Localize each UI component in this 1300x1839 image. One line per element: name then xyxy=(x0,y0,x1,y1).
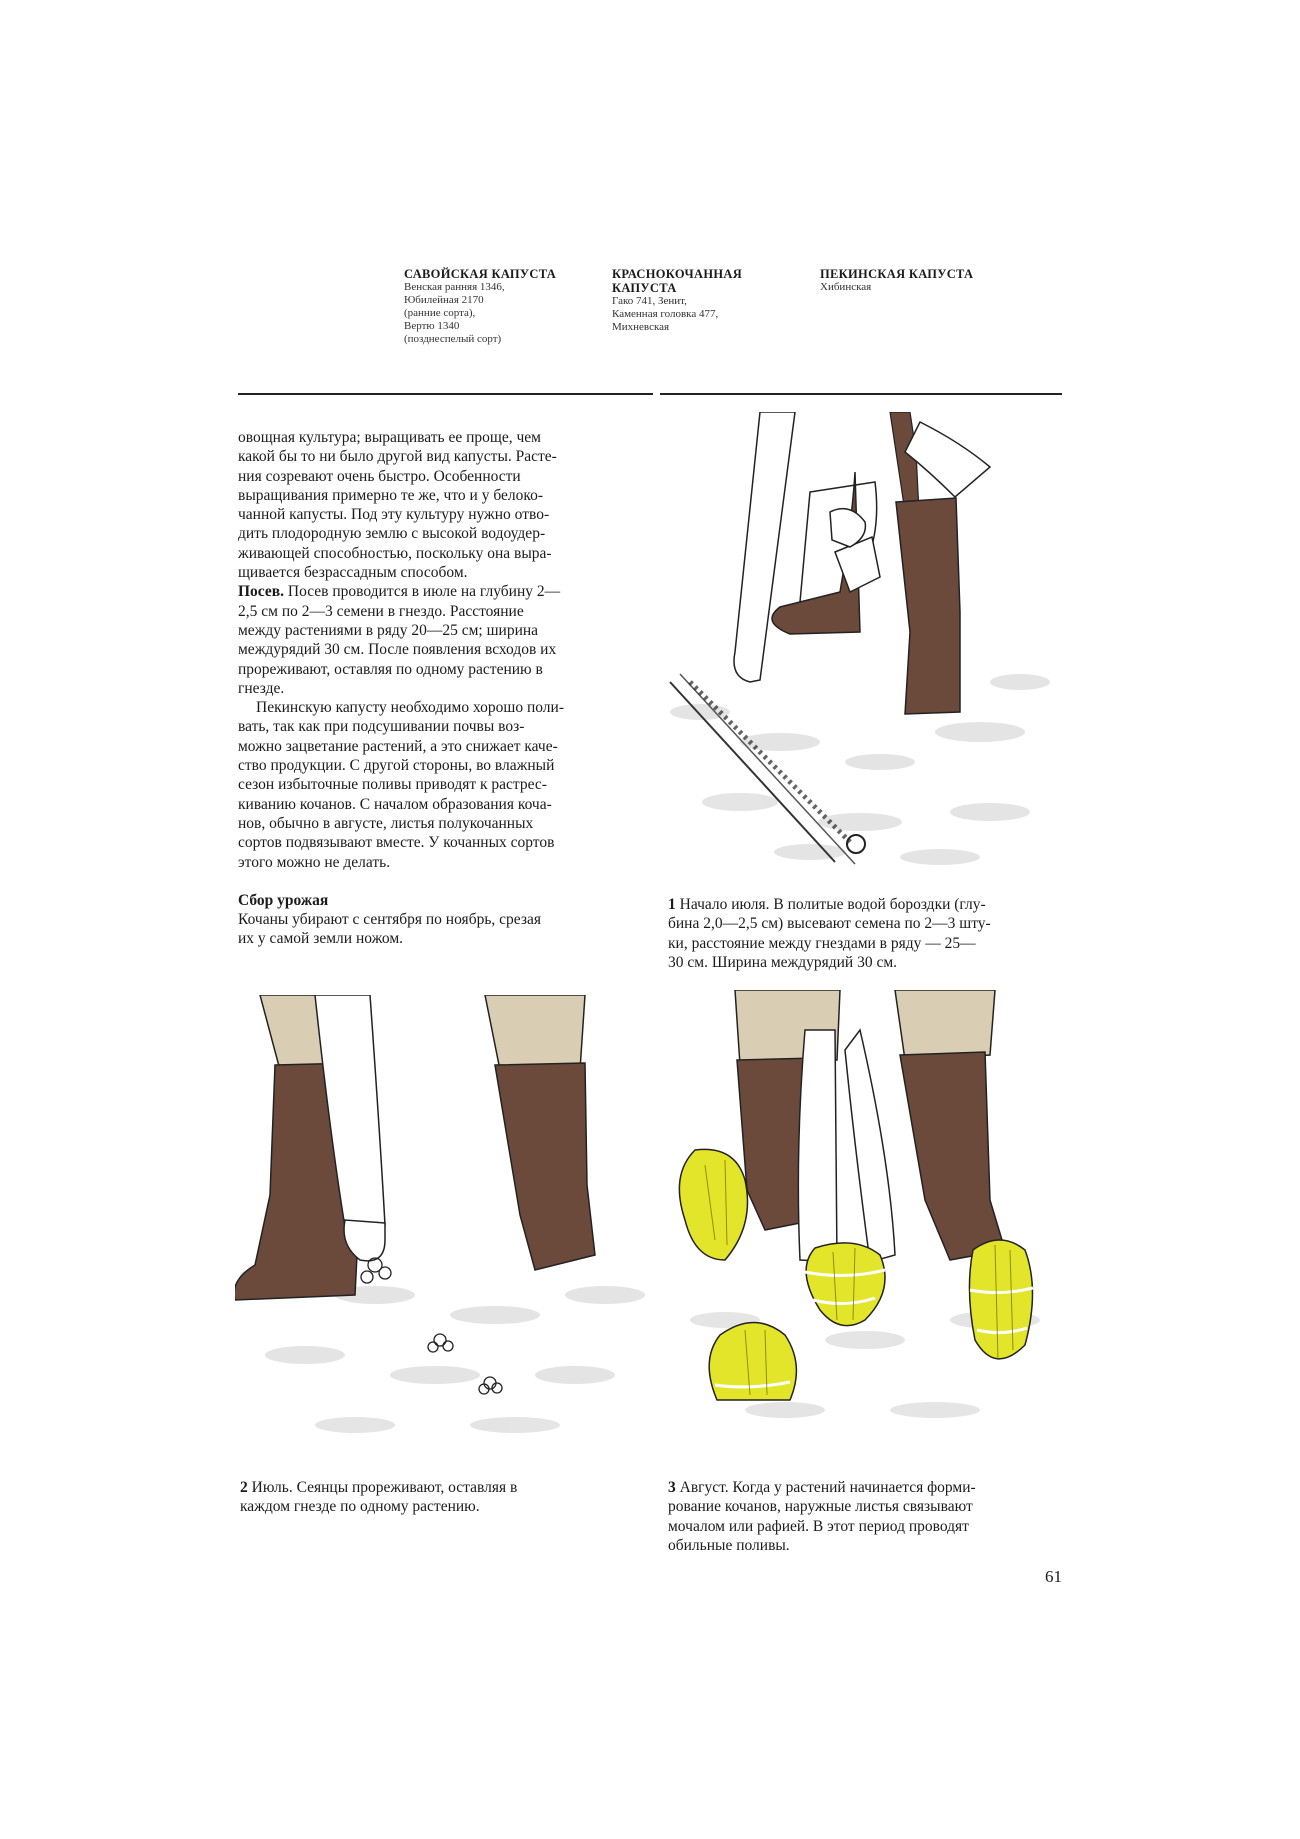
caption-number: 1 xyxy=(668,896,676,913)
illustration-tying xyxy=(665,990,1065,1455)
variety-line: Юбилейная 2170 xyxy=(404,294,484,306)
variety-red xyxy=(612,267,802,334)
caption-line: обильные поливы. xyxy=(668,1536,790,1554)
caption-line xyxy=(668,1478,1063,1497)
text-line: Кочаны убирают с сентября по ноябрь, срезая xyxy=(238,911,541,929)
illustration-thinning xyxy=(235,995,650,1455)
variety-peking xyxy=(820,267,1020,294)
caption-line xyxy=(240,1478,640,1497)
variety-line: Михневская xyxy=(612,321,670,333)
caption-text: Начало июля. В политые водой бороздки (глу- xyxy=(675,896,986,913)
text-line: киванию кочанов. С началом образования кочa- xyxy=(238,795,552,813)
text-line: Пекинскую капусту необходимо хорошо поли- xyxy=(256,699,564,717)
caption-line: ки, расстояние между гнездами в ряду — 25— xyxy=(668,934,976,952)
text-line: ство продукции. С другой стороны, во влажный xyxy=(238,757,555,775)
cabbage-head xyxy=(806,1243,885,1326)
caption-number: 2 xyxy=(240,1479,248,1496)
text-line: щивается безрассадным способом. xyxy=(238,564,468,582)
variety-savoy xyxy=(404,267,594,346)
page-number: 61 xyxy=(1045,1567,1062,1586)
text-line: гнезде. xyxy=(238,679,285,697)
variety-title: САВОЙСКАЯ КАПУСТА xyxy=(404,267,557,281)
text-line: дить плодородную землю с высокой водоудер- xyxy=(238,525,546,543)
cabbage-head xyxy=(969,1240,1032,1359)
sowing-paragraph xyxy=(238,582,628,601)
illustration-sowing xyxy=(660,412,1062,872)
variety-line: Гако 741, Зенит, xyxy=(612,295,687,307)
caption-3 xyxy=(668,1478,1063,1555)
caption-line: бина 2,0—2,5 см) высевают семена по 2—3 шту- xyxy=(668,915,991,933)
text-line: можно зацветание растений, а это снижает каче- xyxy=(238,737,558,755)
text-line: ния созревают очень быстро. Особенности xyxy=(238,467,521,485)
variety-line: Венская ранняя 1346, xyxy=(404,281,505,293)
header-rule-right xyxy=(660,393,1062,395)
text-line: овощная культура; выращивать ее проще, чем xyxy=(238,429,541,446)
text-line: чанной капусты. Под эту культуру нужно отво- xyxy=(238,506,550,524)
sowing-heading: Посев. xyxy=(238,583,285,601)
body-text xyxy=(238,428,628,949)
variety-line: Хибинская xyxy=(820,281,872,293)
variety-title: КАПУСТА xyxy=(612,281,677,295)
text-line: нов, обычно в августе, листья полукочанных xyxy=(238,814,534,832)
text-line: между растениями в ряду 20—25 см; ширина xyxy=(238,621,539,639)
caption-number: 3 xyxy=(668,1479,676,1496)
variety-title: ПЕКИНСКАЯ КАПУСТА xyxy=(820,267,974,281)
header-rule-left xyxy=(238,393,653,395)
caption-line: каждом гнезде по одному растению. xyxy=(240,1498,480,1516)
caption-text: Июль. Сеянцы прореживают, оставляя в xyxy=(247,1479,518,1496)
caption-line: 30 см. Ширина междурядий 30 см. xyxy=(668,953,898,971)
text-line: сезон избыточные поливы приводят к растрес- xyxy=(238,776,547,794)
text-line: живающей способностью, поскольку она выра- xyxy=(238,544,552,562)
text-line: выращивания примерно те же, что и у белоко- xyxy=(238,486,544,504)
caption-line: рование кочанов, наружные листья связывают xyxy=(668,1498,973,1516)
caption-2 xyxy=(240,1478,640,1517)
variety-line: (позднеспелый сорт) xyxy=(404,333,502,345)
variety-title: КРАСНОКОЧАННАЯ xyxy=(612,267,743,281)
text-line: 2,5 см по 2—3 семени в гнездо. Расстояние xyxy=(238,602,524,620)
caption-text: Август. Когда у растений начинается форми- xyxy=(675,1479,976,1496)
text-line: какой бы то ни было другой вид капусты. Расте- xyxy=(238,448,557,466)
harvest-heading: Сбор урожая xyxy=(238,891,329,909)
caption-line: мочалом или рафией. В этот период проводят xyxy=(668,1517,969,1535)
text-line: сортов подвязывают вместе. У кочанных сортов xyxy=(238,834,555,852)
caption-line xyxy=(668,895,1063,914)
text-line: их у самой земли ножом. xyxy=(238,930,404,948)
text-line: вать, так как при подсушивании почвы воз- xyxy=(238,718,525,736)
text-line: междурядий 30 см. После появления всходов их xyxy=(238,641,557,659)
caption-1 xyxy=(668,895,1063,972)
text-line: Посев проводится в июле на глубину 2— xyxy=(284,583,561,601)
cabbage-head xyxy=(679,1149,747,1260)
variety-line: Каменная головка 477, xyxy=(612,308,719,320)
text-line: этого можно не делать. xyxy=(238,853,391,871)
variety-line: (ранние сорта), xyxy=(404,307,476,319)
text-line: прореживают, оставляя по одному растению в xyxy=(238,660,543,678)
cabbage-head xyxy=(709,1323,796,1401)
variety-line: Вертю 1340 xyxy=(404,320,460,332)
